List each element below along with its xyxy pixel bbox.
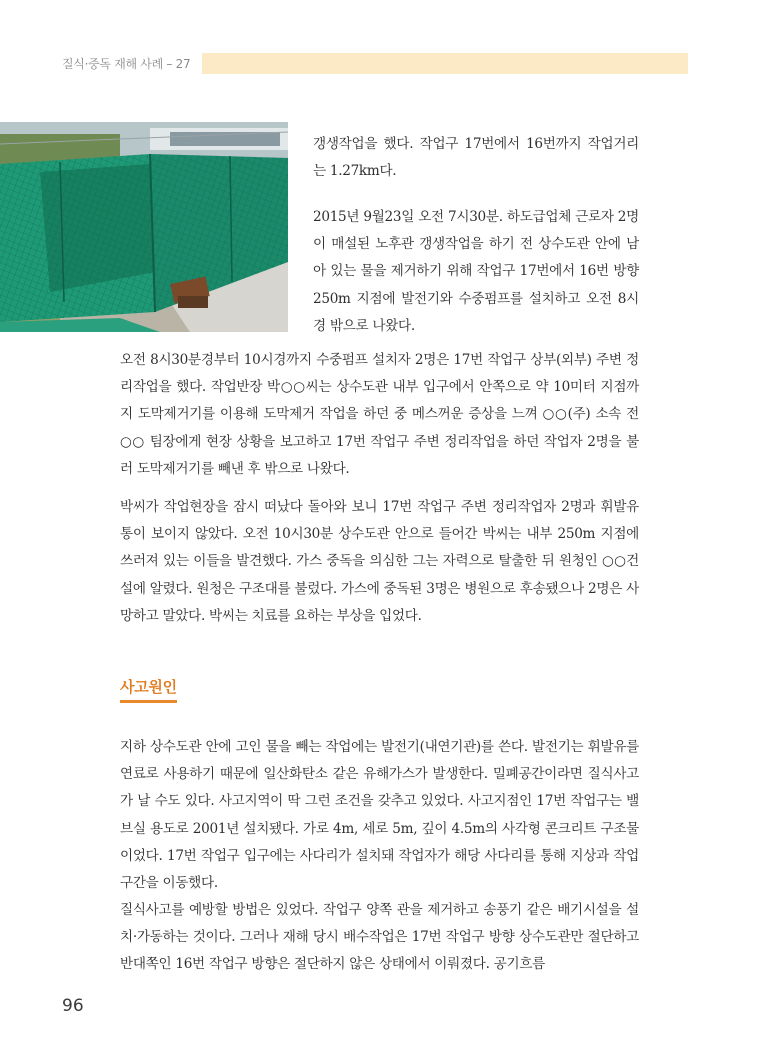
construction-site-photo xyxy=(0,122,288,332)
body-paragraph-1: 갱생작업을 했다. 작업구 17번에서 16번까지 작업거리는 1.27km다. xyxy=(313,136,639,180)
running-header-title: 질식·중독 재해 사례 – 27 xyxy=(62,57,191,71)
body-paragraph-2: 2015년 9월23일 오전 7시30분. 하도급업체 근로자 2명이 매설된 노후관 갱생작업을 하기 전 상수도관 안에 남아 있는 물을 제거하기 위해 작업구 17번에서 16번 방향 250m 지점에 발전기와 수중펌프를 설치하고 오전 8시경 밖으로 나왔다. xyxy=(313,209,639,334)
body-paragraph-3: 오전 8시30분경부터 10시경까지 수중펌프 설치자 2명은 17번 작업구 상부(외부) 주변 정리작업을 했다. 작업반장 박○○씨는 상수도관 내부 입구에서 안쪽으로 약 10미터 지점까지 도막제거기를 이용해 도막제거 작업을 하던 중 메스꺼운 증상을 느껴 ○○(주) 소속 전○○ 팀장에게 현장 상황을 보고하고 17번 작업구 주변 정리작업을 하던 작업자 2명을 불러 도막제거기를 빼낸 후 밖으로 나왔다. xyxy=(120,352,639,477)
section-heading-cause: 사고원인 xyxy=(120,676,177,703)
cause-paragraph-2: 질식사고를 예방할 방법은 있었다. 작업구 양쪽 관을 제거하고 송풍기 같은 배기시설을 설치·가동하는 것이다. 그러나 재해 당시 배수작업은 17번 작업구 방향 상수도관만 절단하고 반대쪽인 16번 작업구 방향은 절단하지 않은 상태에서 이뤄졌다. 공기흐름 xyxy=(120,902,639,973)
header-bar xyxy=(202,53,688,74)
cause-paragraph-1: 지하 상수도관 안에 고인 물을 빼는 작업에는 발전기(내연기관)를 쓴다. 발전기는 휘발유를 연료로 사용하기 때문에 일산화탄소 같은 유해가스가 발생한다. 밀폐공간이라면 질식사고가 날 수도 있다. 사고지역이 딱 그런 조건을 갖추고 있었다. 사고지점인 17번 작업구는 밸브실 용도로 2001년 설치됐다. 가로 4m, 세로 5m, 깊이 4.5m의 사각형 콘크리트 구조물이었다. 17번 작업구 입구에는 사다리가 설치돼 작업자가 해당 사다리를 통해 지상과 작업구간을 이동했다. xyxy=(120,739,639,892)
body-paragraph-4: 박씨가 작업현장을 잠시 떠났다 돌아와 보니 17번 작업구 주변 정리작업자 2명과 휘발유 통이 보이지 않았다. 오전 10시30분 상수도관 안으로 들어간 박씨는 내부 250m 지점에 쓰러져 있는 이들을 발견했다. 가스 중독을 의심한 그는 자력으로 탈출한 뒤 원청인 ○○건설에 알렸다. 원청은 구조대를 불렀다. 가스에 중독된 3명은 병원으로 후송됐으나 2명은 사망하고 말았다. 박씨는 치료를 요하는 부상을 입었다. xyxy=(120,499,639,624)
page-number: 96 xyxy=(62,996,84,1016)
